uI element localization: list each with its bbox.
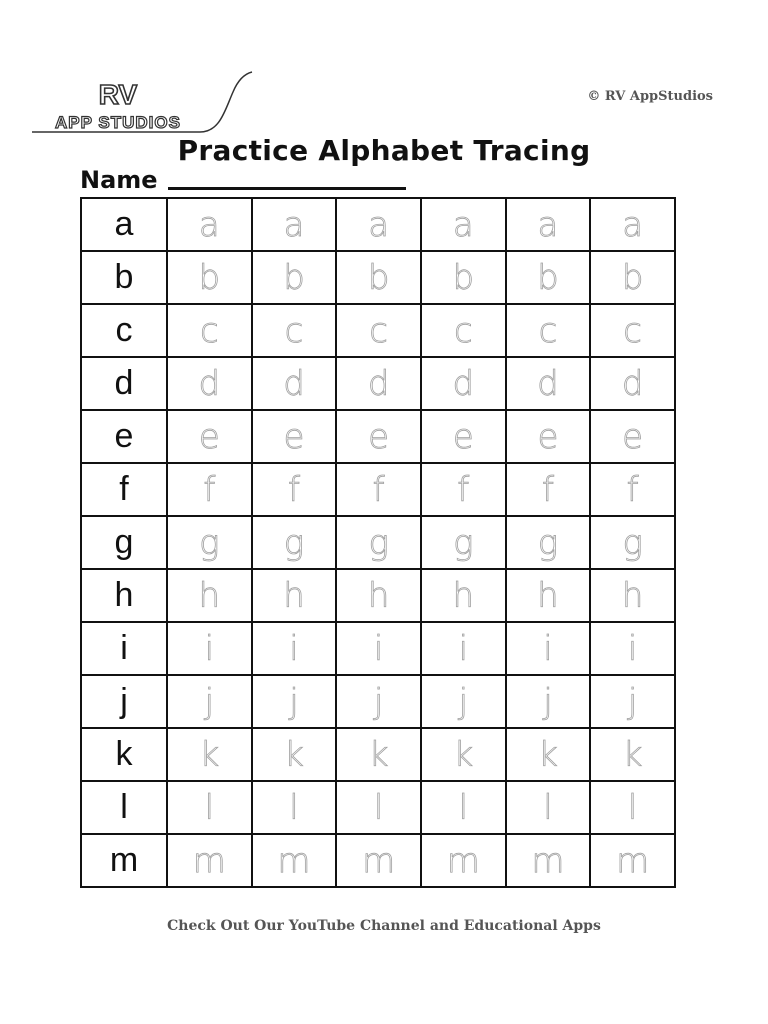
footer-text: Check Out Our YouTube Channel and Educational Apps <box>167 918 601 934</box>
name-field <box>80 166 406 194</box>
trace-letter: h <box>167 569 252 622</box>
tracing-row <box>81 198 675 251</box>
row-letter: f <box>81 463 167 516</box>
trace-letter: i <box>336 622 421 675</box>
trace-letter: k <box>421 728 506 781</box>
row-letter: d <box>81 357 167 410</box>
tracing-row <box>81 304 675 357</box>
trace-letter: g <box>421 516 506 569</box>
page-title: Practice Alphabet Tracing <box>177 134 591 167</box>
trace-letter: k <box>506 728 591 781</box>
row-letter: c <box>81 304 167 357</box>
trace-letter: j <box>336 675 421 728</box>
row-letter: a <box>81 198 167 251</box>
trace-letter: e <box>336 410 421 463</box>
row-letter: k <box>81 728 167 781</box>
trace-letter: m <box>336 834 421 887</box>
tracing-row <box>81 357 675 410</box>
trace-letter: i <box>590 622 675 675</box>
trace-letter: d <box>336 357 421 410</box>
row-letter: j <box>81 675 167 728</box>
trace-letter: l <box>421 781 506 834</box>
trace-letter: m <box>421 834 506 887</box>
trace-letter: j <box>167 675 252 728</box>
trace-letter: b <box>506 251 591 304</box>
tracing-row <box>81 569 675 622</box>
tracing-row <box>81 622 675 675</box>
trace-letter: c <box>590 304 675 357</box>
trace-letter: g <box>167 516 252 569</box>
trace-letter: e <box>590 410 675 463</box>
trace-letter: k <box>336 728 421 781</box>
trace-letter: k <box>167 728 252 781</box>
trace-letter: h <box>506 569 591 622</box>
trace-letter: b <box>167 251 252 304</box>
row-letter: i <box>81 622 167 675</box>
trace-letter: i <box>252 622 337 675</box>
tracing-row <box>81 781 675 834</box>
trace-letter: l <box>336 781 421 834</box>
trace-letter: e <box>252 410 337 463</box>
trace-letter: g <box>336 516 421 569</box>
trace-letter: e <box>167 410 252 463</box>
trace-letter: m <box>167 834 252 887</box>
trace-letter: f <box>252 463 337 516</box>
trace-letter: m <box>506 834 591 887</box>
tracing-row <box>81 410 675 463</box>
row-letter: l <box>81 781 167 834</box>
row-letter: g <box>81 516 167 569</box>
trace-letter: b <box>252 251 337 304</box>
trace-letter: d <box>506 357 591 410</box>
trace-letter: a <box>167 198 252 251</box>
trace-letter: f <box>506 463 591 516</box>
trace-letter: l <box>252 781 337 834</box>
tracing-row <box>81 251 675 304</box>
trace-letter: c <box>167 304 252 357</box>
trace-letter: g <box>506 516 591 569</box>
logo-rv-text: RV <box>98 79 138 110</box>
copyright-notice: © RV AppStudios <box>587 89 713 104</box>
trace-letter: j <box>506 675 591 728</box>
trace-letter: m <box>252 834 337 887</box>
name-write-line <box>168 187 406 190</box>
trace-letter: h <box>252 569 337 622</box>
logo-app-studios-text: APP STUDIOS <box>55 113 181 132</box>
tracing-row <box>81 463 675 516</box>
trace-letter: e <box>421 410 506 463</box>
trace-letter: f <box>590 463 675 516</box>
trace-letter: c <box>336 304 421 357</box>
trace-letter: f <box>336 463 421 516</box>
trace-letter: d <box>252 357 337 410</box>
trace-letter: k <box>252 728 337 781</box>
trace-letter: c <box>421 304 506 357</box>
row-letter: e <box>81 410 167 463</box>
trace-letter: a <box>252 198 337 251</box>
trace-letter: l <box>506 781 591 834</box>
trace-letter: g <box>590 516 675 569</box>
trace-letter: i <box>421 622 506 675</box>
trace-letter: b <box>421 251 506 304</box>
trace-letter: l <box>590 781 675 834</box>
trace-letter: b <box>590 251 675 304</box>
tracing-row <box>81 728 675 781</box>
trace-letter: k <box>590 728 675 781</box>
trace-letter: m <box>590 834 675 887</box>
row-letter: h <box>81 569 167 622</box>
trace-letter: e <box>506 410 591 463</box>
rv-app-studios-logo <box>30 70 260 138</box>
trace-letter: d <box>167 357 252 410</box>
trace-letter: a <box>336 198 421 251</box>
row-letter: b <box>81 251 167 304</box>
trace-letter: h <box>421 569 506 622</box>
tracing-row <box>81 834 675 887</box>
trace-letter: c <box>252 304 337 357</box>
trace-letter: a <box>421 198 506 251</box>
trace-letter: b <box>336 251 421 304</box>
row-letter: m <box>81 834 167 887</box>
tracing-row <box>81 516 675 569</box>
trace-letter: f <box>167 463 252 516</box>
tracing-grid <box>80 197 676 888</box>
trace-letter: h <box>336 569 421 622</box>
trace-letter: j <box>590 675 675 728</box>
trace-letter: h <box>590 569 675 622</box>
trace-letter: i <box>167 622 252 675</box>
trace-letter: l <box>167 781 252 834</box>
trace-letter: g <box>252 516 337 569</box>
trace-letter: j <box>421 675 506 728</box>
trace-letter: i <box>506 622 591 675</box>
name-label: Name <box>80 166 158 194</box>
trace-letter: a <box>506 198 591 251</box>
tracing-row <box>81 675 675 728</box>
trace-letter: d <box>590 357 675 410</box>
trace-letter: a <box>590 198 675 251</box>
trace-letter: f <box>421 463 506 516</box>
trace-letter: d <box>421 357 506 410</box>
trace-letter: j <box>252 675 337 728</box>
trace-letter: c <box>506 304 591 357</box>
